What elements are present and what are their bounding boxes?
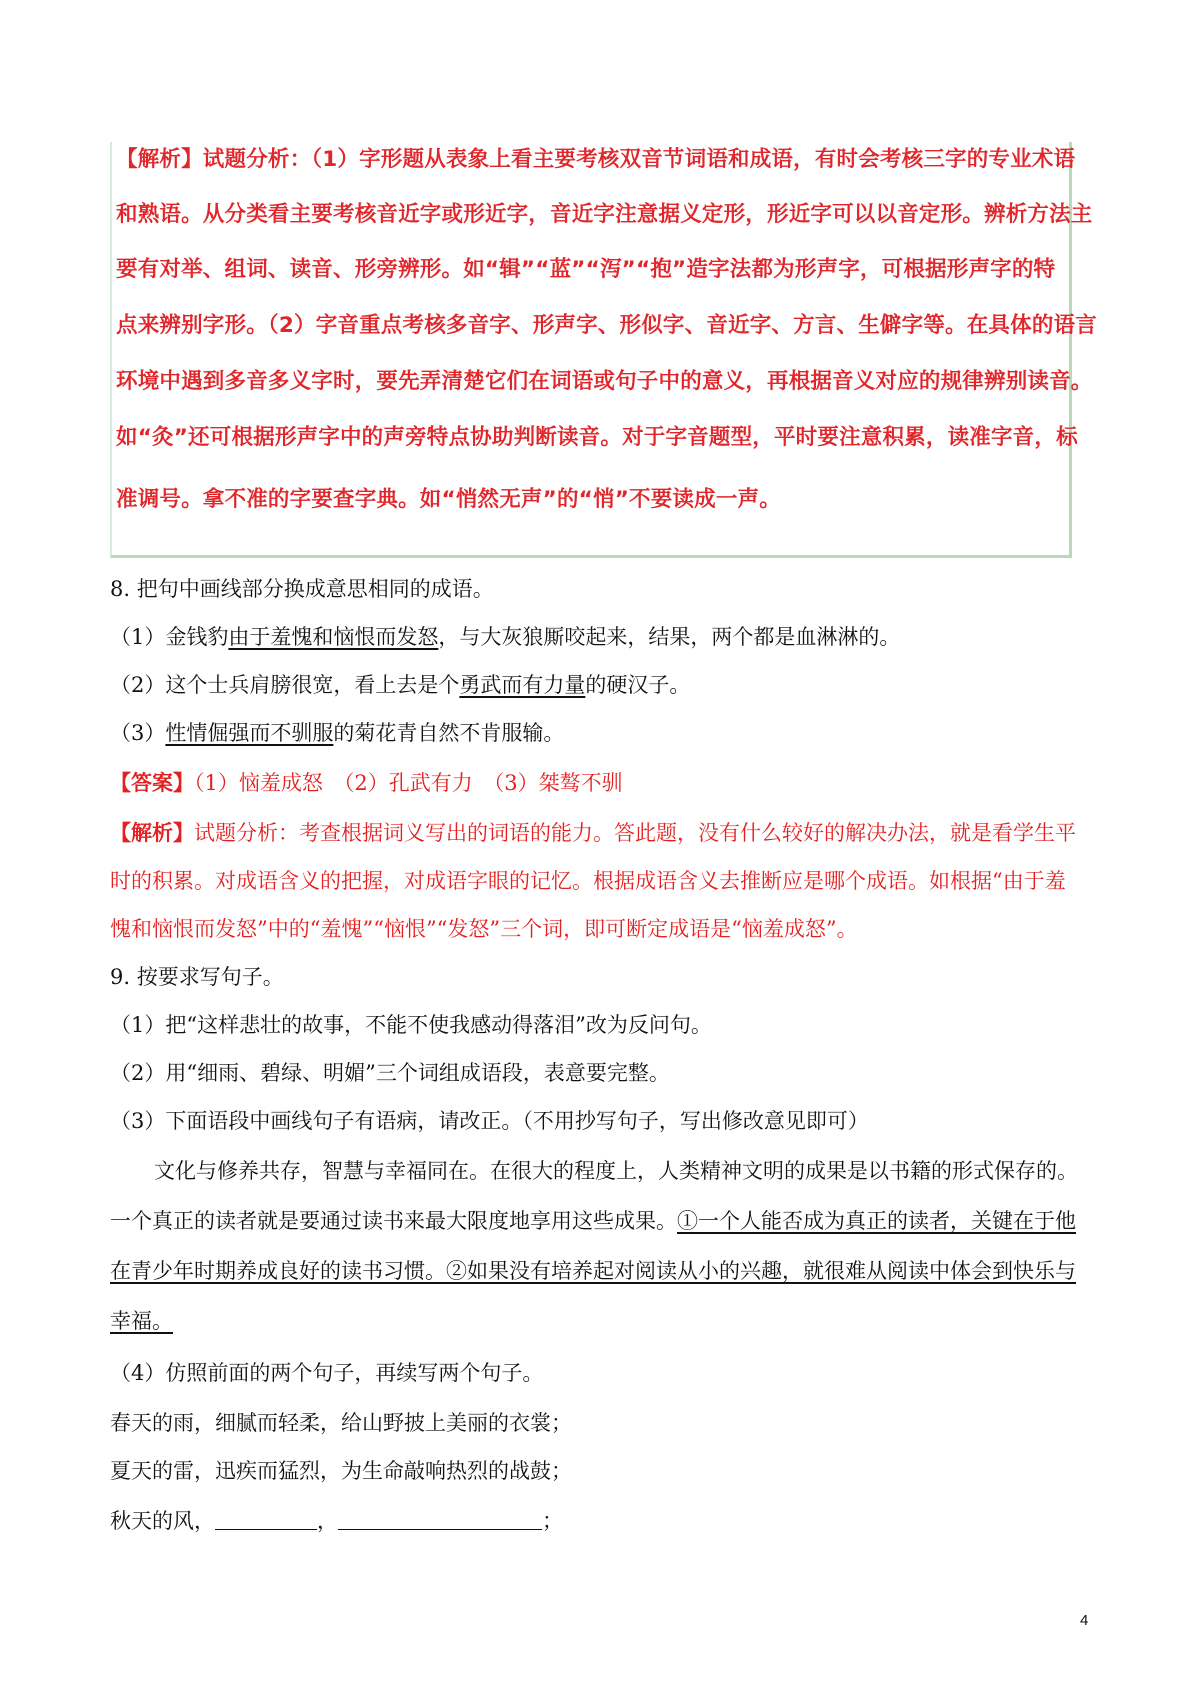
q9-sentence-4: （4）仿照前面的两个句子，再续写两个句子。 [110, 1361, 544, 1385]
q8-sentence-1 [110, 622, 900, 652]
q8-s1-prefix: （1）金钱豹 [110, 625, 229, 649]
q8-analysis-line-3: 愧和恼恨而发怒”中的“羞愧”“恼恨”“发怒”三个词，即可断定成语是“恼羞成怒”。 [110, 917, 858, 941]
answer-blank-1[interactable] [215, 1507, 317, 1530]
analysis-box-line: 【解析】试题分析：（1）字形题从表象上看主要考核双音节词语和成语，有时会考核三字的专业术语 [116, 147, 1076, 172]
analysis-box-line: 环境中遇到多音多义字时，要先弄清楚它们在词语或句子中的意义，再根据音义对应的规律辨别读音。 [116, 369, 1093, 394]
q8-s2-suffix: 的硬汉子。 [585, 673, 691, 697]
paragraph-underlined-2b: 幸福。 [110, 1309, 173, 1333]
q8-sentence-3 [110, 718, 564, 748]
fill-in-prefix: 秋天的风， [110, 1509, 215, 1533]
q8-s3-underlined: 性情倔强而不驯服 [165, 721, 334, 745]
answer-blank-2[interactable] [338, 1507, 542, 1530]
q9-title: 9. 按要求写句子。 [110, 965, 284, 989]
analysis-box-line: 准调号。拿不准的字要查字典。如“悄然无声”的“悄”不要读成一声。 [116, 487, 781, 512]
example-sentence-2: 夏天的雷，迅疾而猛烈，为生命敲响热烈的战鼓； [110, 1459, 572, 1483]
q9-sentence-3: （3）下面语段中画线句子有语病，请改正。（不用抄写句子，写出修改意见即可） [110, 1109, 869, 1133]
q8-analysis-line-2: 时的积累。对成语含义的把握，对成语字眼的记忆。根据成语含义去推断应是哪个成语。如根据“由于羞 [110, 869, 1066, 893]
q9-sentence-2: （2）用“细雨、碧绿、明媚”三个词组成语段，表意要完整。 [110, 1061, 670, 1085]
analysis-image-box [110, 142, 1097, 558]
paragraph-plain: 一个真正的读者就是要通过读书来最大限度地享用这些成果。 [110, 1209, 677, 1233]
answer-text: （1）恼羞成怒 （2）孔武有力 （3）桀骜不驯 [194, 771, 623, 795]
answer-tag: 【答案】 [110, 770, 194, 795]
paragraph-underlined-1b: 在青少年时期养成良好的读书习惯。 [110, 1259, 446, 1283]
q8-analysis-line-1 [110, 818, 1076, 848]
fill-in-comma: ， [317, 1509, 338, 1533]
q8-answer [110, 768, 623, 798]
q8-sentence-2 [110, 670, 690, 700]
q9-paragraph-line-3 [110, 1256, 1076, 1286]
q8-s1-underlined: 由于羞愧和恼恨而发怒 [228, 625, 439, 649]
page-number: 4 [1080, 1612, 1089, 1629]
q8-s2-prefix: （2）这个士兵肩膀很宽，看上去是个 [110, 673, 460, 697]
q9-paragraph-line-2 [110, 1206, 1076, 1236]
q8-s3-prefix: （3） [110, 721, 166, 745]
q9-sentence-1: （1）把“这样悲壮的故事，不能不使我感动得落泪”改为反问句。 [110, 1013, 712, 1037]
fill-in-sentence [110, 1506, 563, 1536]
fill-in-end: ； [542, 1509, 563, 1533]
q9-paragraph-line-1: 文化与修养共存，智慧与幸福同在。在很大的程度上，人类精神文明的成果是以书籍的形式保存的。 [154, 1159, 1078, 1183]
q8-s3-suffix: 的菊花青自然不肯服输。 [333, 721, 565, 745]
paragraph-underlined-1: ①一个人能否成为真正的读者，关键在于他 [677, 1209, 1076, 1233]
q8-s2-underlined: 勇武而有力量 [459, 673, 586, 697]
analysis-box-line: 点来辨别字形。（2）字音重点考核多音字、形声字、形似字、音近字、方言、生僻字等。在具体的语言 [116, 313, 1097, 338]
paragraph-underlined-2: ②如果没有培养起对阅读从小的兴趣，就很难从阅读中体会到快乐与 [446, 1259, 1076, 1283]
q8-s1-suffix: ，与大灰狼厮咬起来，结果，两个都是血淋淋的。 [438, 625, 901, 649]
analysis-box-line: 要有对举、组词、读音、形旁辨形。如“辑”“蓝”“泻”“抱”造字法都为形声字，可根据形声字的特 [116, 257, 1056, 282]
q9-paragraph-line-4 [110, 1306, 173, 1336]
q8-title: 8. 把句中画线部分换成意思相同的成语。 [110, 577, 494, 601]
analysis-box-line: 如“灸”还可根据形声字中的声旁特点协助判断读音。对于字音题型，平时要注意积累，读准字音，标 [116, 425, 1078, 450]
analysis-text: 试题分析：考查根据词义写出的词语的能力。答此题，没有什么较好的解决办法，就是看学生平 [194, 821, 1076, 845]
analysis-box-line: 和熟语。从分类看主要考核音近字或形近字，音近字注意据义定形，形近字可以以音定形。辨析方法主 [116, 202, 1093, 227]
analysis-tag: 【解析】 [110, 820, 194, 845]
example-sentence-1: 春天的雨，细腻而轻柔，给山野披上美丽的衣裳； [110, 1411, 572, 1435]
